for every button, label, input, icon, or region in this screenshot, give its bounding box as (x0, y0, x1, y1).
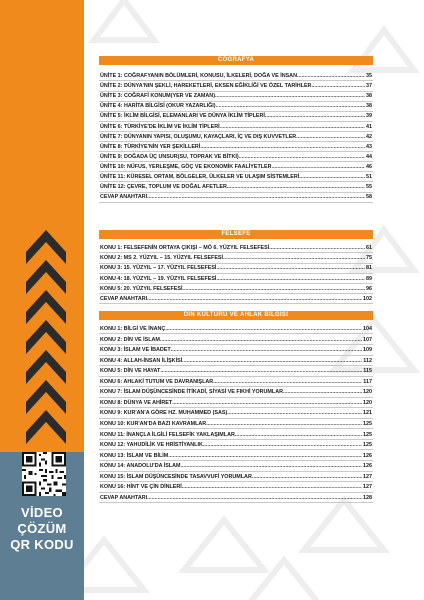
section-header-felsefe: FELSEFE (99, 230, 373, 239)
toc-row-label: KONU 11: İNANÇLA İLGİLİ FELSEFİK YAKLAŞIMLAR (100, 431, 235, 438)
row-divider (99, 111, 373, 112)
toc-row-label: KONU 14: ANADOLU'DA İSLAM (100, 463, 181, 470)
row-divider (99, 91, 373, 92)
toc-leader-dots (297, 72, 365, 80)
qr-label-line-2: ÇÖZÜM (17, 521, 67, 536)
toc-row[interactable] (100, 72, 372, 80)
toc-leader-dots (181, 462, 362, 470)
row-divider (99, 418, 373, 419)
toc-row-page: 126 (363, 452, 372, 459)
qr-code-icon[interactable] (22, 452, 66, 496)
toc-row-page: 75 (366, 255, 372, 262)
toc-row-label: CEVAP ANAHTARI (100, 494, 148, 501)
toc-leader-dots (269, 244, 365, 252)
row-divider (99, 293, 373, 294)
toc-row-page: 125 (363, 442, 372, 449)
qr-label-line-3: QR KODU (10, 537, 74, 552)
row-divider (99, 365, 373, 366)
toc-row[interactable] (100, 102, 372, 110)
toc-row-page: 89 (366, 275, 372, 282)
toc-row[interactable] (100, 378, 372, 386)
toc-leader-dots (147, 494, 362, 502)
toc-row[interactable] (100, 441, 372, 449)
row-divider (99, 471, 373, 472)
toc-row-label: ÜNİTE 9: DOĞADA ÜÇ UNSUR(SU, TOPRAK VE BİTKİ) (100, 153, 239, 160)
toc-row-label: KONU 2: MS 2. YÜZYIL – 15. YÜZYIL FELSEFESİ (100, 255, 224, 262)
toc-row-label: KONU 9: KUR'AN'A GÖRE HZ. MUHAMMED (SAS) (100, 410, 228, 417)
row-divider (99, 355, 373, 356)
toc-row-page: 42 (366, 133, 372, 140)
toc-row-label: ÜNİTE 8: TÜRKİYE'NİN YER ŞEKİLLERİ (100, 143, 201, 150)
toc-leader-dots (311, 82, 365, 90)
toc-leader-dots (213, 378, 362, 386)
row-divider (99, 407, 373, 408)
toc-row-page: 126 (363, 463, 372, 470)
toc-leader-dots (227, 183, 365, 191)
toc-row-page: 125 (363, 431, 372, 438)
row-divider (99, 263, 373, 264)
toc-row[interactable] (100, 143, 372, 151)
toc-leader-dots (206, 420, 362, 428)
qr-label-line-1: VİDEO (21, 505, 63, 520)
toc-row-page: 41 (366, 123, 372, 130)
toc-row-page: 115 (363, 368, 372, 375)
toc-leader-dots (160, 336, 362, 344)
toc-row-label: CEVAP ANAHTARI (100, 296, 148, 302)
toc-row-page: 96 (366, 285, 372, 292)
toc-row-label: ÜNİTE 5: İKLİM BİLGİSİ, ELEMANLARI VE DÜNYA İKLİM TİPLERİ (100, 113, 265, 120)
toc-row-label: KONU 2: DİN VE İSLAM (100, 336, 160, 343)
toc-row-page: 125 (363, 420, 372, 427)
toc-leader-dots (200, 143, 365, 151)
toc-row[interactable] (100, 483, 372, 491)
row-divider (99, 502, 373, 503)
row-divider (99, 252, 373, 253)
toc-row-label: ÜNİTE 4: HARİTA BİLGİSİ (OKUR YAZARLIĞI) (100, 103, 216, 110)
row-divider (99, 141, 373, 142)
toc-leader-dots (182, 483, 362, 491)
toc-leader-dots (227, 409, 362, 417)
toc-row-page: 121 (363, 410, 372, 417)
toc-row[interactable] (100, 346, 372, 354)
toc-row-page: 37 (366, 83, 372, 90)
row-divider (99, 303, 373, 304)
toc-row-page: 109 (363, 347, 372, 354)
toc-leader-dots (216, 275, 365, 283)
row-divider (99, 273, 373, 274)
toc-row-label: ÜNİTE 7: DÜNYANIN YAPISI, OLUŞUMU, KAYAÇLARI, İÇ VE DIŞ KUVVETLER (100, 133, 297, 140)
toc-row-label: KONU 10: KUR'AN'DA BAZI KAVRAMLAR (100, 420, 207, 427)
toc-row[interactable] (100, 244, 372, 252)
toc-row[interactable] (100, 123, 372, 131)
toc-row[interactable] (100, 295, 372, 303)
toc-row-page: 38 (366, 103, 372, 110)
toc-row-label: ÜNİTE 10: NÜFUS, YERLEŞME, GÖÇ VE EKONOMİK FAALİYETLER (100, 163, 272, 170)
row-divider (99, 192, 373, 193)
toc-row[interactable] (100, 254, 372, 262)
toc-row-page: 120 (363, 399, 372, 406)
toc-row-label: ÜNİTE 1: COĞRAFYANIN BÖLÜMLERİ, KONUSU, İLKELERİ, DOĞA VE İNSAN (100, 73, 297, 79)
toc-row-page: 35 (366, 73, 372, 79)
row-divider (99, 439, 373, 440)
toc-row-label: KONU 8: DÜNYA VE AHİRET (100, 399, 173, 406)
toc-row[interactable] (100, 367, 372, 375)
toc-row-page: 58 (366, 194, 372, 201)
toc-row-label: KONU 3: İSLAM VE İBADET (100, 347, 171, 354)
toc-leader-dots (220, 123, 365, 131)
toc-leader-dots (299, 173, 365, 181)
toc-row[interactable] (100, 409, 372, 417)
toc-leader-dots (216, 102, 365, 110)
toc-row[interactable] (100, 452, 372, 460)
row-divider (99, 80, 373, 81)
row-divider (99, 386, 373, 387)
toc-row[interactable] (100, 82, 372, 90)
row-divider (99, 121, 373, 122)
toc-row-label: KONU 4: ALLAH-İNSAN İLİŞKİSİ (100, 357, 183, 364)
toc-row-page: 102 (363, 296, 372, 302)
toc-leader-dots (252, 473, 362, 481)
toc-leader-dots (223, 254, 365, 262)
row-divider (99, 376, 373, 377)
toc-row[interactable] (100, 336, 372, 344)
toc-row-label: KONU 1: FELSEFENİN ORTAYA ÇIKIŞI – MÖ 6. YÜZYIL FELSEFESİ (100, 245, 270, 251)
toc-leader-dots (182, 285, 365, 293)
toc-leader-dots (147, 193, 365, 201)
toc-row-label: ÜNİTE 12: ÇEVRE, TOPLUM VE DOĞAL AFETLER (100, 184, 227, 191)
toc-row-page: 43 (366, 143, 372, 150)
row-divider (99, 397, 373, 398)
row-divider (99, 492, 373, 493)
row-divider (99, 101, 373, 102)
toc-row[interactable] (100, 193, 372, 201)
toc-leader-dots (160, 367, 362, 375)
toc-row-page: 127 (363, 473, 372, 480)
toc-row[interactable] (100, 153, 372, 161)
toc-row-page: 81 (366, 265, 372, 272)
row-divider (99, 131, 373, 132)
toc-row[interactable] (100, 420, 372, 428)
toc-row-label: ÜNİTE 6: TÜRKİYE'DE İKLİM VE İKLİM TİPLERİ (100, 123, 220, 130)
toc-row[interactable] (100, 183, 372, 191)
toc-leader-dots (239, 153, 365, 161)
toc-leader-dots (147, 295, 362, 303)
toc-row-label: KONU 3: 15. YÜZYIL – 17. YÜZYIL FELSEFESİ (100, 265, 217, 272)
toc-row[interactable] (100, 399, 372, 407)
toc-leader-dots (265, 112, 365, 120)
toc-row[interactable] (100, 494, 372, 502)
section-header-din-kulturu: DİN KÜLTÜRÜ VE AHLAK BİLGİSİ (99, 311, 373, 320)
chevron-stack-icon (26, 230, 66, 450)
toc-leader-dots (182, 357, 362, 365)
toc-row[interactable] (100, 285, 372, 293)
toc-row[interactable] (100, 92, 372, 100)
toc-row-page: 61 (366, 245, 372, 251)
toc-leader-dots (235, 431, 362, 439)
toc-leader-dots (216, 264, 365, 272)
toc-row[interactable] (100, 163, 372, 171)
toc-row-label: KONU 16: HİNT VE ÇİN DİNLERİ (100, 484, 182, 491)
toc-row-label: ÜNİTE 2: DÜNYA'NIN ŞEKLİ, HAREKETLERİ, EKSEN EĞİKLİĞİ VE ÖZEL TARİHLER (100, 83, 312, 90)
toc-row[interactable] (100, 112, 372, 120)
row-divider (99, 202, 373, 203)
toc-row-label: ÜNİTE 11: KÜRESEL ORTAM, BÖLGELER, ÜLKELER VE ULAŞIM SİSTEMLERİ (100, 174, 300, 180)
toc-row-page: 39 (366, 113, 372, 120)
toc-leader-dots (171, 346, 362, 354)
row-divider (99, 481, 373, 482)
toc-leader-dots (296, 133, 365, 141)
toc-row-page: 51 (366, 174, 372, 180)
toc-row-page: 38 (366, 93, 372, 100)
toc-row-page: 44 (366, 153, 372, 160)
toc-row-label: KONU 7: İSLAM DÜŞÜNCESİNDE İTİKADİ, SİYASİ VE FIKHİ YORUMLAR (100, 389, 283, 396)
row-divider (99, 283, 373, 284)
toc-row-label: KONU 5: DİN VE HAYAT (100, 368, 161, 375)
row-divider (99, 449, 373, 450)
toc-row[interactable] (100, 275, 372, 283)
toc-row-page: 46 (366, 163, 372, 170)
row-divider (99, 181, 373, 182)
toc-leader-dots (272, 163, 365, 171)
toc-leader-dots (215, 92, 365, 100)
toc-leader-dots (203, 441, 362, 449)
toc-leader-dots (165, 325, 362, 333)
toc-row[interactable] (100, 462, 372, 470)
toc-row[interactable] (100, 264, 372, 272)
toc-row-page: 112 (363, 357, 372, 364)
toc-row-page: 55 (366, 184, 372, 191)
toc-row[interactable] (100, 133, 372, 141)
sidebar (0, 0, 84, 600)
toc-row-page: 127 (363, 484, 372, 491)
toc-row-page: 117 (363, 378, 372, 385)
toc-row-page: 107 (363, 336, 372, 343)
toc-row[interactable] (100, 388, 372, 396)
row-divider (99, 428, 373, 429)
toc-row-page: 104 (363, 326, 372, 332)
toc-row-label: KONU 12: YAHUDİLİK VE HRİSTİYANLIK (100, 442, 203, 449)
toc-row-page: 128 (363, 494, 372, 501)
section-header-cografya: COĞRAFYA (99, 56, 373, 65)
row-divider (99, 151, 373, 152)
row-divider (99, 460, 373, 461)
toc-row-label: KONU 6: AHLAKİ TUTUM VE DAVRANIŞLAR (100, 378, 214, 385)
toc-row-label: CEVAP ANAHTARI (100, 194, 148, 201)
row-divider (99, 333, 373, 334)
toc-leader-dots (283, 388, 362, 396)
toc-row-label: KONU 5: 20. YÜZYIL FELSEFESİ (100, 285, 183, 292)
row-divider (99, 161, 373, 162)
toc-row[interactable] (100, 473, 372, 481)
toc-row-label: KONU 13: İSLAM VE BİLİM (100, 452, 169, 459)
toc-row-label: KONU 1: BİLGİ VE İNANÇ (100, 326, 166, 332)
toc-row[interactable] (100, 431, 372, 439)
toc-row-label: KONU 15: İSLAM DÜŞÜNCESİNDE TASAVVUFİ YORUMLAR (100, 473, 252, 480)
toc-leader-dots (168, 452, 362, 460)
toc-row-page: 120 (363, 389, 372, 396)
toc-row[interactable] (100, 325, 372, 333)
row-divider (99, 344, 373, 345)
toc-row-label: ÜNİTE 3: COĞRAFİ KONUM(YER VE ZAMAN) (100, 93, 215, 100)
toc-row[interactable] (100, 357, 372, 365)
row-divider (99, 171, 373, 172)
toc-row-label: KONU 4: 18. YÜZYIL – 19. YÜZYIL FELSEFESİ (100, 275, 217, 282)
toc-row[interactable] (100, 173, 372, 181)
toc-leader-dots (172, 399, 362, 407)
